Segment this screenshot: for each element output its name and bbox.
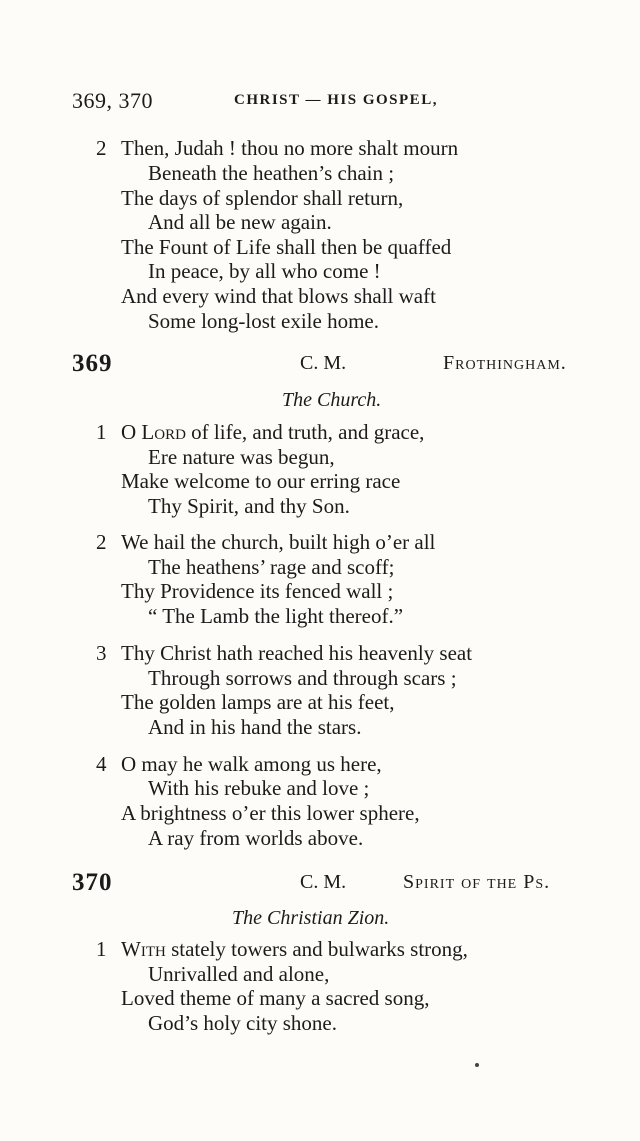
- verse-line: We hail the church, built high o’er all: [121, 530, 436, 554]
- verse-line: In peace, by all who come !: [148, 259, 381, 283]
- verse-line: Loved theme of many a sacred song,: [121, 986, 430, 1010]
- verse-line: A ray from worlds above.: [148, 826, 364, 850]
- page-numbers: 369, 370: [72, 88, 153, 113]
- stanza-number: 4: [96, 752, 107, 776]
- small-caps-word: With: [121, 937, 166, 961]
- verse-line: The Fount of Life shall then be quaffed: [121, 235, 452, 259]
- verse-line: A brightness o’er this lower sphere,: [121, 801, 420, 825]
- hymn-number: 369: [72, 350, 113, 377]
- verse-line: The golden lamps are at his feet,: [121, 690, 395, 714]
- verse-line: Ere nature was begun,: [148, 445, 335, 469]
- verse-line: Make welcome to our erring race: [121, 469, 401, 493]
- verse-line: And in his hand the stars.: [148, 715, 362, 739]
- stanza-number: 1: [96, 420, 107, 444]
- verse-line-rest: stately towers and bulwarks strong,: [165, 937, 468, 961]
- verse-line-rest: of life, and truth, and grace,: [185, 420, 425, 444]
- small-caps-word: O Lord: [121, 420, 186, 444]
- verse-line: Through sorrows and through scars ;: [148, 666, 457, 690]
- verse-line: “ The Lamb the light thereof.”: [148, 604, 404, 628]
- stanza-number: 1: [96, 937, 107, 961]
- hymn-meter: C. M.: [300, 871, 347, 893]
- verse-line: And all be new again.: [148, 210, 332, 234]
- verse-line: Unrivalled and alone,: [148, 962, 330, 986]
- verse-line: God’s holy city shone.: [148, 1011, 337, 1035]
- verse-line: Thy Christ hath reached his heavenly seat: [121, 641, 473, 665]
- verse-line: The days of splendor shall return,: [121, 186, 404, 210]
- hymn-author: Frothingham.: [443, 352, 567, 374]
- verse-line: The heathens’ rage and scoff;: [148, 555, 395, 579]
- verse-line: With his rebuke and love ;: [148, 776, 370, 800]
- hymn-author: Spirit of the Ps.: [403, 871, 551, 893]
- verse-line: Then, Judah ! thou no more shalt mourn: [121, 136, 459, 160]
- verse-line: Beneath the heathen’s chain ;: [148, 161, 395, 185]
- stanza-number: 2: [96, 530, 107, 554]
- stanza-number: 3: [96, 641, 107, 665]
- verse-line: And every wind that blows shall waft: [121, 284, 436, 308]
- ink-speck: [475, 1063, 479, 1067]
- running-title: CHRIST — HIS GOSPEL,: [234, 92, 438, 108]
- hymn-title: The Church.: [282, 389, 382, 411]
- verse-line: [121, 420, 424, 444]
- hymn-title: The Christian Zion.: [232, 907, 390, 929]
- verse-line: Some long-lost exile home.: [148, 309, 379, 333]
- verse-line: O may he walk among us here,: [121, 752, 382, 776]
- verse-line: Thy Spirit, and thy Son.: [148, 494, 350, 518]
- hymn-number: 370: [72, 869, 113, 896]
- verse-line: Thy Providence its fenced wall ;: [121, 579, 394, 603]
- stanza-number: 2: [96, 136, 107, 160]
- hymn-meter: C. M.: [300, 352, 347, 374]
- verse-line: [121, 937, 468, 961]
